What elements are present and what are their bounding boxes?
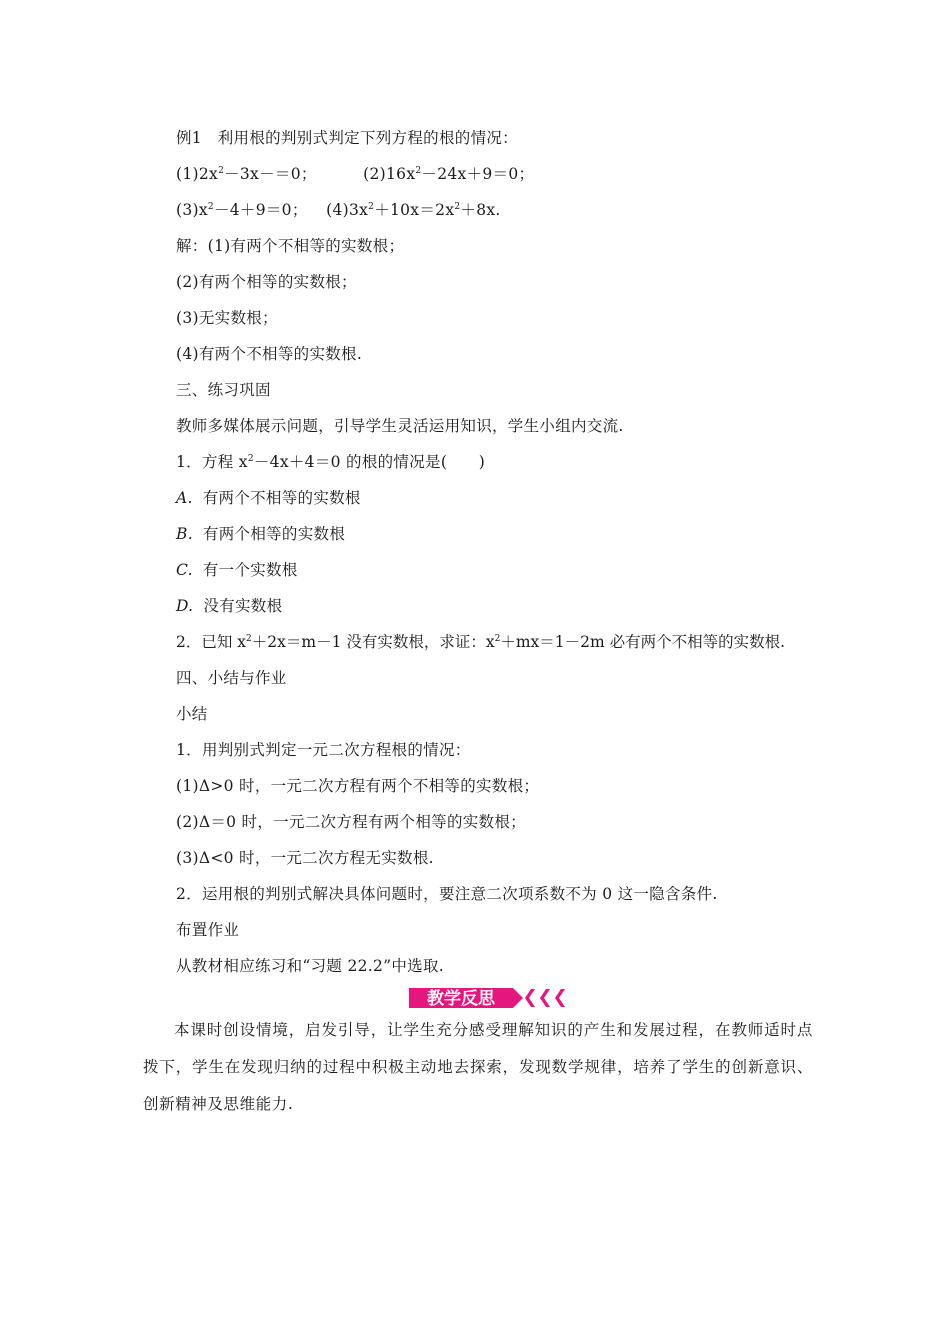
option-a: A. 有两个不相等的实数根 bbox=[176, 489, 361, 507]
homework-label: 布置作业 bbox=[176, 921, 240, 939]
equation-3: $(3)x^2-4+9=0$； bbox=[176, 201, 308, 219]
summary-point-1-2: (2)Δ＝0 时，一元二次方程有两个相等的实数根； bbox=[176, 813, 526, 831]
homework-text: 从教材相应练习和“习题 22.2”中选取. bbox=[176, 957, 445, 975]
solution-line: (4)有两个不相等的实数根. bbox=[176, 345, 363, 363]
summary-point-1-1: (1)Δ>0 时，一元二次方程有两个不相等的实数根； bbox=[176, 777, 540, 795]
example-equations-row-2 bbox=[176, 200, 501, 220]
section-heading-summary: 四、小结与作业 bbox=[176, 669, 287, 687]
chevron-left-icon bbox=[540, 989, 550, 1007]
summary-point-1-3: (3)Δ<0 时，一元二次方程无实数根. bbox=[176, 849, 434, 867]
option-d: D. 没有实数根 bbox=[176, 597, 283, 615]
option-c: C. 有一个实数根 bbox=[176, 561, 298, 579]
question-1: 1．方程 $x^2-4x+4=0$ 的根的情况是( ) bbox=[176, 453, 486, 471]
practice-intro: 教师多媒体展示问题，引导学生灵活运用知识，学生小组内交流. bbox=[176, 417, 624, 435]
summary-point-2: 2．运用根的判别式解决具体问题时，要注意二次项系数不为 0 这一隐含条件. bbox=[176, 885, 718, 903]
banner-title: 教学反思 bbox=[427, 989, 495, 1009]
solution-line: 解：(1)有两个不相等的实数根； bbox=[176, 237, 405, 255]
solution-line: (2)有两个相等的实数根； bbox=[176, 273, 357, 291]
question-2: 2．已知 $x^2+2x=m-1$ 没有实数根，求证：$x^2+mx=1-2m$ 必有两个不相等的实数根. bbox=[176, 633, 786, 651]
solution-line: (3)无实数根； bbox=[176, 309, 278, 327]
section-heading-practice: 三、练习巩固 bbox=[176, 381, 271, 399]
reflection-banner bbox=[409, 986, 577, 1010]
example-title: 例1 利用根的判别式判定下列方程的根的情况： bbox=[176, 129, 518, 147]
summary-label: 小结 bbox=[176, 705, 208, 723]
equation-4: $(4)3x^2+10x=2x^2+8x$. bbox=[326, 201, 501, 219]
option-b: B. 有两个相等的实数根 bbox=[176, 525, 346, 543]
chevron-left-icon bbox=[555, 989, 565, 1007]
chevron-left-icon bbox=[525, 989, 535, 1007]
reflection-paragraph: 本课时创设情境，启发引导，让学生充分感受理解知识的产生和发展过程，在教师适时点拨下，学生在发现归纳的过程中积极主动地去探索，发现数学规律，培养了学生的创新意识、创新精神及思维能力. bbox=[143, 1021, 813, 1113]
banner-graphic bbox=[409, 986, 577, 1010]
example-equations-row-1 bbox=[176, 164, 534, 184]
equation-1: $(1)2x^2-3x-=0$； bbox=[176, 165, 317, 183]
equation-2: $(2)16x^2-24x+9=0$； bbox=[363, 165, 535, 183]
summary-point-1: 1．用判别式判定一元二次方程根的情况： bbox=[176, 741, 471, 759]
